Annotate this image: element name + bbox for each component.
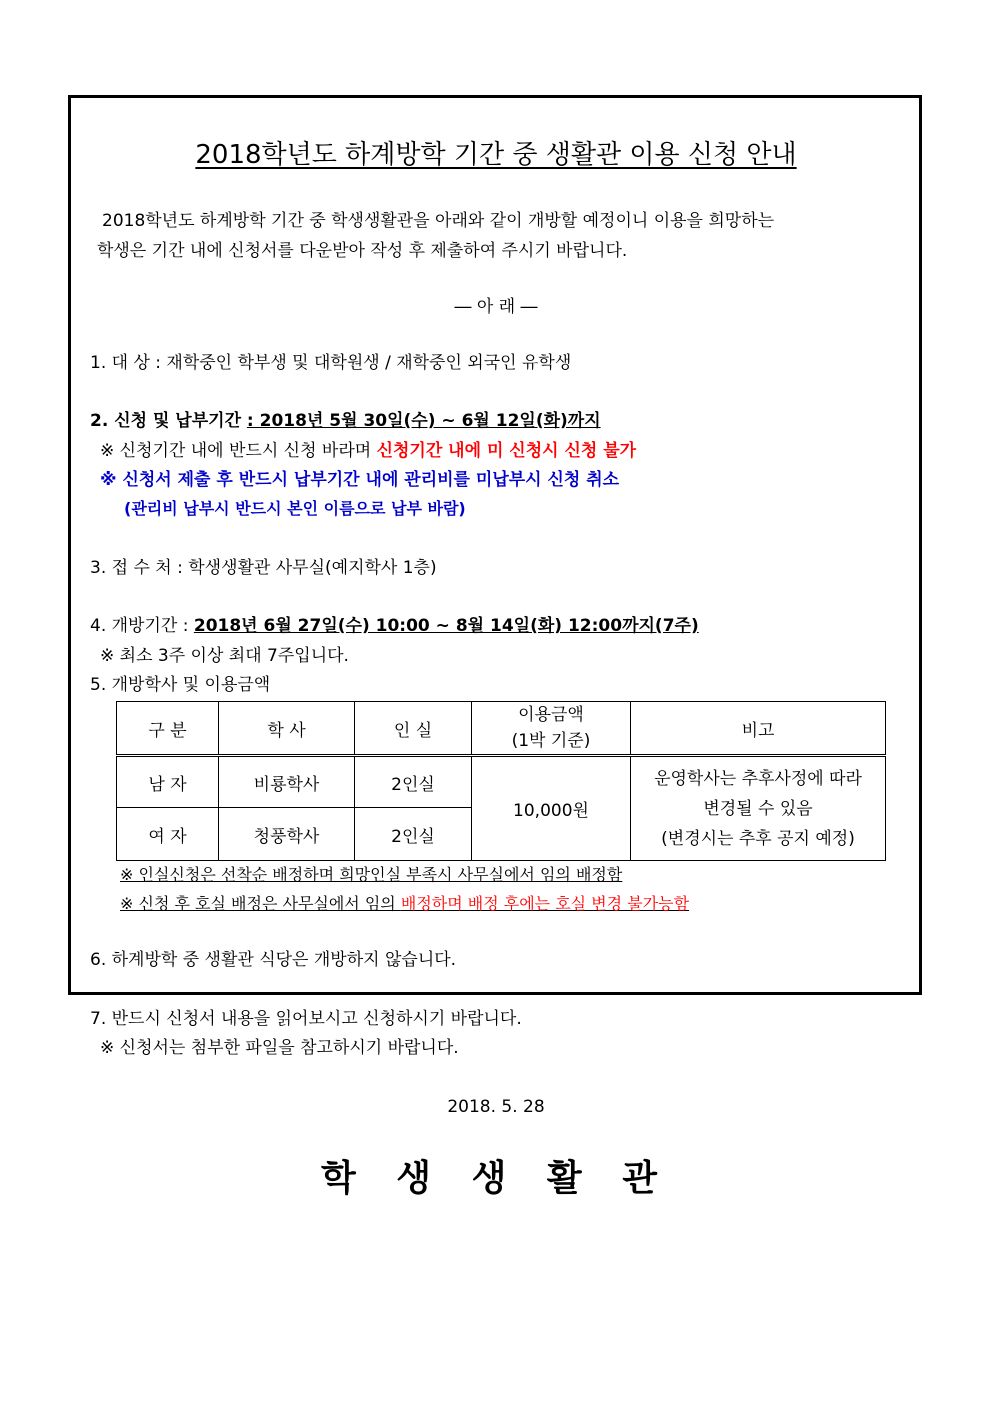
fee-table: [116, 701, 886, 861]
item-2-label: 2. 신청 및 납부기간: [90, 411, 247, 431]
table-row: [117, 756, 886, 808]
item-6-cafeteria: 6. 하계방학 중 생활관 식당은 개방하지 않습니다.: [90, 950, 457, 970]
row-dorm: 청풍학사: [219, 808, 355, 861]
remark-cell: 운영학사는 추후사정에 따라 변경될 수 있음 (변경시는 추후 공지 예정): [631, 756, 886, 861]
item-4-dates: 2018년 6월 27일(수) 10:00 ~ 8월 14일(화) 12:00까지(7주): [193, 616, 699, 636]
item-4-open-period: 4. 개방기간 : 2018년 6월 27일(수) 10:00 ~ 8월 14일(화) 12:00까지(7주): [90, 616, 699, 636]
item-5-note-2: ※ 신청 후 호실 배정은 사무실에서 임의 배정하며 배정 후에는 호실 변경 불가능함: [120, 894, 690, 913]
fee-table-header: [117, 702, 886, 756]
row-dorm: 비룡학사: [219, 756, 355, 808]
header-dorm: 학 사: [219, 702, 355, 756]
fee-cell: 10,000원: [472, 756, 631, 861]
item-1-target: 1. 대 상 : 재학중인 학부생 및 대학원생 / 재학중인 외국인 유학생: [90, 353, 572, 373]
item-5-label: 5. 개방학사 및 이용금액: [90, 675, 271, 695]
issuer-name: 학 생 생 활 관: [320, 1158, 671, 1199]
row-room: 2인실: [355, 756, 472, 808]
item-2-note-2: ※ 신청서 제출 후 반드시 납부기간 내에 관리비를 미납부시 신청 취소: [100, 470, 620, 490]
item-3-office: 3. 접 수 처 : 학생생활관 사무실(예지학사 1층): [90, 558, 437, 578]
item-5-warning: 배정하며 배정 후에는 호실 변경 불가능함: [400, 894, 690, 913]
row-division: 여 자: [117, 808, 219, 861]
row-division: 남 자: [117, 756, 219, 808]
item-2-period: [90, 410, 601, 432]
item-5-note-1: ※ 인실신청은 선착순 배정하며 희망인실 부족시 사무실에서 임의 배정함: [120, 865, 623, 884]
intro-line-1: 2018학년도 하계방학 기간 중 학생생활관을 아래와 같이 개방할 예정이니 이용을 희망하는: [102, 211, 775, 231]
document-title: 2018학년도 하계방학 기간 중 생활관 이용 신청 안내: [195, 140, 797, 170]
header-fee: 이용금액 (1박 기준): [472, 702, 631, 756]
item-7-note: ※ 신청서는 첨부한 파일을 참고하시기 바랍니다.: [100, 1038, 459, 1058]
item-2-note-3: (관리비 납부시 반드시 본인 이름으로 납부 바람): [124, 499, 466, 518]
header-division: 구 분: [117, 702, 219, 756]
item-2-dates: : 2018년 5월 30일(수) ~ 6월 12일(화)까지: [246, 411, 601, 431]
document-date: 2018. 5. 28: [447, 1097, 545, 1117]
intro-line-2: 학생은 기간 내에 신청서를 다운받아 작성 후 제출하여 주시기 바랍니다.: [97, 241, 628, 261]
item-4-note: ※ 최소 3주 이상 최대 7주입니다.: [100, 646, 349, 666]
item-2-warning: 신청기간 내에 미 신청시 신청 불가: [376, 441, 637, 461]
item-2-note-1: ※ 신청기간 내에 반드시 신청 바라며 신청기간 내에 미 신청시 신청 불가: [100, 441, 637, 461]
below-heading: ― 아 래 ―: [454, 297, 538, 317]
header-remark: 비고: [631, 702, 886, 756]
item-7-read: 7. 반드시 신청서 내용을 읽어보시고 신청하시기 바랍니다.: [90, 1009, 522, 1029]
header-room: 인 실: [355, 702, 472, 756]
row-room: 2인실: [355, 808, 472, 861]
